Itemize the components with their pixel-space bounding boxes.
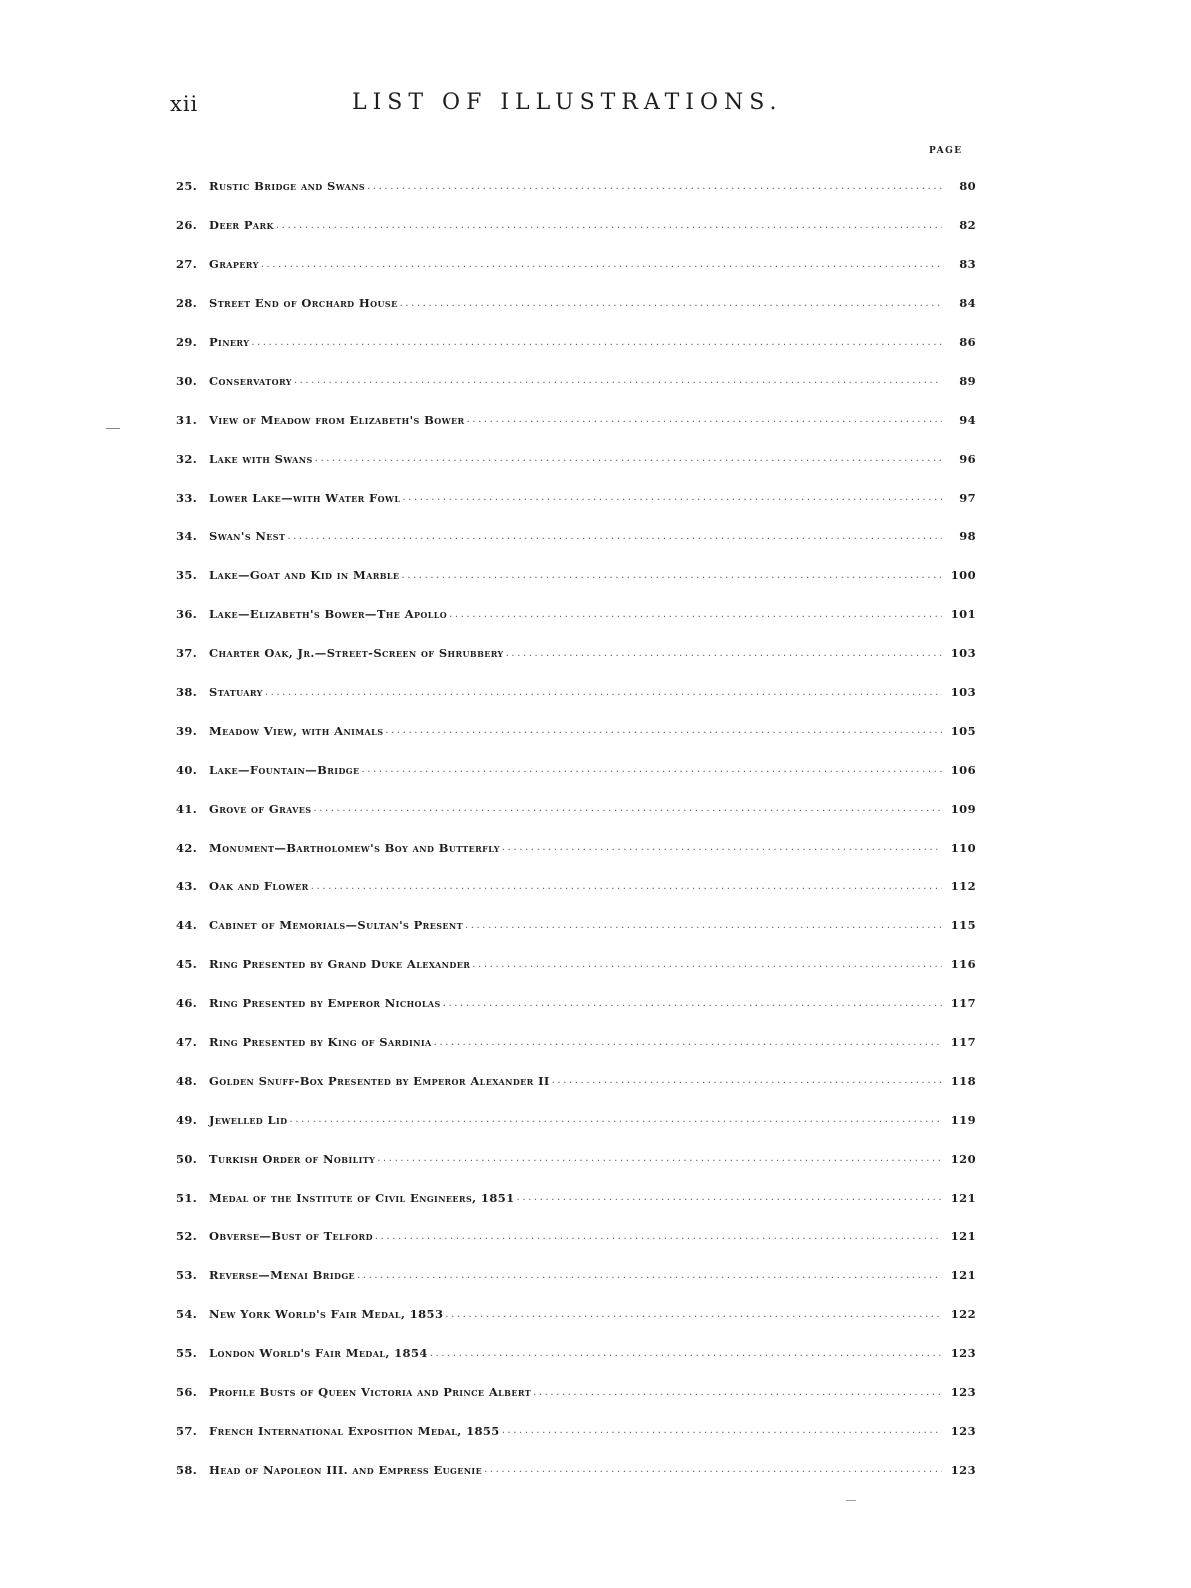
- illustration-entry: [176, 1412, 976, 1451]
- entry-page-number: 110: [950, 840, 976, 855]
- illustration-entry: [176, 1334, 976, 1373]
- dot-leader: [472, 959, 942, 970]
- page-title: LIST OF ILLUSTRATIONS.: [352, 90, 783, 115]
- dot-leader: [430, 1348, 942, 1359]
- dot-leader: [434, 1037, 942, 1048]
- scan-mark: [846, 1500, 856, 1501]
- dot-leader: [385, 725, 942, 736]
- entry-page-number: 112: [950, 879, 976, 894]
- illustration-entry: [176, 439, 976, 478]
- illustration-entry: [176, 1100, 976, 1139]
- dot-leader: [251, 337, 942, 348]
- illustration-entry: [176, 634, 976, 673]
- dot-leader: [465, 920, 942, 931]
- entry-number: 43.: [176, 879, 198, 894]
- entry-number: 29.: [176, 335, 198, 349]
- entry-title: Head of Napoleon III. and Empress Eugenie: [209, 1462, 483, 1477]
- dot-leader: [502, 1425, 942, 1436]
- illustration-entry: [176, 1256, 976, 1295]
- dot-leader: [311, 881, 942, 892]
- entry-title: London World's Fair Medal, 1854: [209, 1346, 428, 1361]
- entry-title: Ring Presented by Grand Duke Alexander: [209, 957, 471, 972]
- entry-title: Medal of the Institute of Civil Engineers, 1851: [209, 1190, 515, 1205]
- dot-leader: [289, 1114, 942, 1125]
- illustration-entry: [176, 789, 976, 828]
- entry-title: Golden Snuff-Box Presented by Emperor Alexander II: [209, 1073, 550, 1088]
- dot-leader: [375, 1231, 942, 1242]
- entry-page-number: 105: [950, 723, 976, 738]
- illustration-entry: [176, 1139, 976, 1178]
- entry-title: Jewelled Lid: [209, 1112, 288, 1127]
- illustration-entry: [176, 1217, 976, 1256]
- illustration-entry: [176, 750, 976, 789]
- illustration-entry: [176, 517, 976, 556]
- entry-page-number: 84: [959, 296, 976, 311]
- entry-title: Cabinet of Memorials—Sultan's Present: [209, 918, 463, 933]
- illustration-entry: [176, 1373, 976, 1412]
- entry-title: Lake—Goat and Kid in Marble: [209, 568, 400, 583]
- dot-leader: [265, 687, 942, 698]
- entry-number: 50.: [176, 1151, 198, 1166]
- entry-title: French International Exposition Medal, 1855: [209, 1423, 500, 1438]
- entry-page-number: 109: [950, 801, 976, 816]
- illustration-entry: [176, 1023, 976, 1062]
- entry-title: Meadow View, with Animals: [209, 723, 384, 738]
- entry-title: Turkish Order of Nobility: [209, 1151, 376, 1166]
- page-number: xii: [170, 92, 199, 116]
- entry-number: 38.: [176, 685, 198, 700]
- entry-page-number: 96: [959, 451, 976, 466]
- illustration-entry: [176, 711, 976, 750]
- entry-number: 41.: [176, 801, 198, 816]
- dot-leader: [294, 375, 942, 386]
- entry-page-number: 123: [950, 1385, 976, 1400]
- page-column-header: PAGE: [929, 146, 963, 156]
- dot-leader: [467, 414, 942, 425]
- entry-number: 46.: [176, 996, 198, 1011]
- entry-page-number: 121: [950, 1190, 976, 1205]
- entry-number: 47.: [176, 1035, 198, 1050]
- dot-leader: [443, 998, 942, 1009]
- entry-number: 30.: [176, 373, 198, 388]
- dot-leader: [357, 1270, 942, 1281]
- entry-page-number: 100: [950, 568, 976, 583]
- entry-number: 49.: [176, 1112, 198, 1127]
- entry-title: Pinery: [209, 335, 250, 349]
- entry-title: Grapery: [209, 257, 259, 272]
- illustration-entry: [176, 984, 976, 1023]
- entry-title: Charter Oak, Jr.—Street-Screen of Shrubbery: [209, 646, 504, 661]
- entry-title: Grove of Graves: [209, 801, 312, 816]
- entry-title: Swan's Nest: [209, 529, 286, 544]
- entry-title: Ring Presented by King of Sardinia: [209, 1035, 432, 1050]
- entry-number: 31.: [176, 412, 198, 427]
- entry-page-number: 94: [959, 412, 976, 427]
- entry-page-number: 82: [959, 218, 976, 233]
- dot-leader: [484, 1464, 942, 1475]
- entry-page-number: 120: [950, 1151, 976, 1166]
- entry-title: Rustic Bridge and Swans: [209, 179, 366, 194]
- entry-number: 39.: [176, 723, 198, 738]
- illustration-entry: [176, 1061, 976, 1100]
- entry-number: 57.: [176, 1423, 198, 1438]
- entry-page-number: 121: [950, 1229, 976, 1244]
- dot-leader: [377, 1153, 942, 1164]
- dot-leader: [533, 1387, 942, 1398]
- entry-number: 53.: [176, 1268, 198, 1283]
- illustration-entry: [176, 945, 976, 984]
- dot-leader: [287, 531, 942, 542]
- entry-title: Conservatory: [209, 373, 292, 388]
- entry-number: 35.: [176, 568, 198, 583]
- illustration-entry: [176, 1178, 976, 1217]
- illustration-entry: [176, 828, 976, 867]
- entry-page-number: 83: [959, 257, 976, 272]
- dot-leader: [449, 609, 942, 620]
- dot-leader: [276, 220, 942, 231]
- entry-number: 32.: [176, 451, 198, 466]
- illustration-entry: [176, 595, 976, 634]
- entry-number: 45.: [176, 957, 198, 972]
- dot-leader: [502, 842, 942, 853]
- dot-leader: [367, 181, 942, 192]
- dot-leader: [402, 492, 942, 503]
- illustration-entry: [176, 323, 976, 362]
- entry-title: Lake—Fountain—Bridge: [209, 762, 360, 777]
- entry-page-number: 121: [950, 1268, 976, 1283]
- entry-number: 44.: [176, 918, 198, 933]
- entry-number: 28.: [176, 296, 198, 311]
- entry-title: Statuary: [209, 685, 263, 700]
- dot-leader: [445, 1309, 942, 1320]
- entry-page-number: 123: [950, 1423, 976, 1438]
- illustration-entry: [176, 478, 976, 517]
- dot-leader: [315, 453, 942, 464]
- entry-page-number: 103: [950, 646, 976, 661]
- entry-number: 48.: [176, 1073, 198, 1088]
- entry-number: 27.: [176, 257, 198, 272]
- illustration-entry: [176, 400, 976, 439]
- dot-leader: [362, 764, 942, 775]
- illustration-entry: [176, 556, 976, 595]
- entry-page-number: 80: [959, 179, 976, 194]
- dot-leader: [261, 259, 942, 270]
- entry-number: 37.: [176, 646, 198, 661]
- entry-title: Street End of Orchard House: [209, 296, 398, 311]
- dot-leader: [401, 570, 942, 581]
- entry-page-number: 106: [950, 762, 976, 777]
- illustration-list: [176, 167, 976, 1489]
- entry-number: 55.: [176, 1346, 198, 1361]
- entry-page-number: 123: [950, 1462, 976, 1477]
- entry-title: View of Meadow from Elizabeth's Bower: [209, 412, 465, 427]
- entry-title: Obverse—Bust of Telford: [209, 1229, 373, 1244]
- illustration-entry: [176, 867, 976, 906]
- entry-number: 56.: [176, 1385, 198, 1400]
- entry-number: 33.: [176, 490, 198, 505]
- illustration-entry: [176, 673, 976, 712]
- entry-number: 42.: [176, 840, 198, 855]
- entry-page-number: 103: [950, 685, 976, 700]
- illustration-entry: [176, 1450, 976, 1489]
- entry-page-number: 118: [950, 1073, 976, 1088]
- entry-number: 52.: [176, 1229, 198, 1244]
- entry-title: Lower Lake—with Water Fowl: [209, 490, 401, 505]
- entry-title: Oak and Flower: [209, 879, 309, 894]
- entry-title: Lake with Swans: [209, 451, 313, 466]
- dot-leader: [506, 648, 942, 659]
- entry-page-number: 89: [959, 373, 976, 388]
- entry-number: 26.: [176, 218, 198, 233]
- entry-page-number: 119: [950, 1112, 976, 1127]
- entry-title: Lake—Elizabeth's Bower—The Apollo: [209, 607, 448, 622]
- entry-number: 58.: [176, 1462, 198, 1477]
- dot-leader: [552, 1075, 942, 1086]
- entry-title: Deer Park: [209, 218, 274, 233]
- entry-page-number: 98: [959, 529, 976, 544]
- entry-page-number: 117: [950, 1035, 976, 1050]
- entry-page-number: 101: [950, 607, 976, 622]
- entry-title: Monument—Bartholomew's Boy and Butterfly: [209, 840, 500, 855]
- entry-page-number: 122: [950, 1307, 976, 1322]
- illustration-entry: [176, 906, 976, 945]
- entry-title: New York World's Fair Medal, 1853: [209, 1307, 444, 1322]
- entry-page-number: 86: [959, 335, 976, 349]
- entry-page-number: 116: [950, 957, 976, 972]
- entry-page-number: 123: [950, 1346, 976, 1361]
- entry-number: 36.: [176, 607, 198, 622]
- entry-number: 51.: [176, 1190, 198, 1205]
- entry-page-number: 117: [950, 996, 976, 1011]
- illustration-entry: [176, 167, 976, 206]
- entry-title: Profile Busts of Queen Victoria and Prince Albert: [209, 1385, 532, 1400]
- dot-leader: [313, 803, 942, 814]
- entry-title: Reverse—Menai Bridge: [209, 1268, 356, 1283]
- entry-number: 54.: [176, 1307, 198, 1322]
- illustration-entry: [176, 206, 976, 245]
- entry-number: 25.: [176, 179, 198, 194]
- dot-leader: [400, 298, 942, 309]
- margin-mark: [106, 428, 120, 429]
- entry-page-number: 115: [950, 918, 976, 933]
- entry-page-number: 97: [959, 490, 976, 505]
- entry-title: Ring Presented by Emperor Nicholas: [209, 996, 441, 1011]
- entry-number: 40.: [176, 762, 198, 777]
- illustration-entry: [176, 245, 976, 284]
- illustration-entry: [176, 1295, 976, 1334]
- illustration-entry: [176, 284, 976, 323]
- illustration-entry: [176, 361, 976, 400]
- dot-leader: [517, 1192, 942, 1203]
- entry-number: 34.: [176, 529, 198, 544]
